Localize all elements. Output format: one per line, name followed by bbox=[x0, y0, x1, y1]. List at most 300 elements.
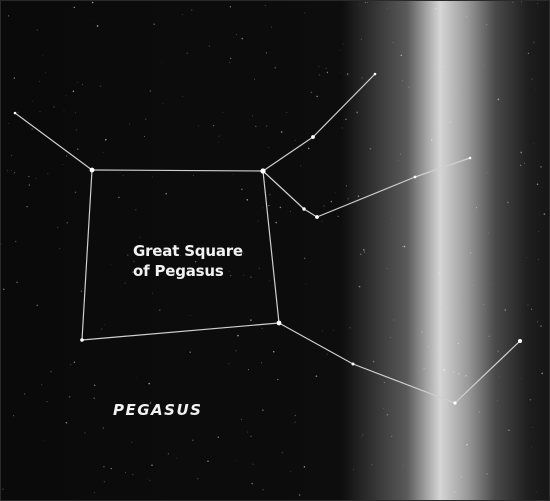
background-star bbox=[294, 415, 296, 417]
star bbox=[352, 363, 355, 366]
background-star bbox=[458, 343, 459, 344]
background-star bbox=[311, 92, 313, 94]
background-star bbox=[487, 172, 488, 173]
background-star bbox=[2, 489, 3, 490]
background-star bbox=[454, 492, 456, 494]
background-star bbox=[94, 385, 96, 387]
background-star bbox=[335, 192, 336, 193]
background-star bbox=[290, 471, 291, 472]
background-star bbox=[505, 309, 507, 311]
background-star bbox=[534, 143, 535, 144]
star-square-se bbox=[277, 321, 282, 326]
background-star bbox=[442, 183, 443, 184]
background-star bbox=[190, 352, 191, 353]
great-square-label-line1: Great Square bbox=[133, 242, 243, 260]
background-star bbox=[465, 375, 466, 376]
background-star bbox=[15, 241, 17, 243]
background-star bbox=[308, 148, 310, 150]
background-star bbox=[390, 337, 391, 338]
background-star bbox=[241, 419, 242, 420]
background-star bbox=[387, 268, 388, 269]
background-star bbox=[472, 403, 473, 404]
background-star bbox=[456, 300, 457, 301]
background-star bbox=[168, 453, 169, 454]
background-star bbox=[165, 193, 167, 195]
background-star bbox=[86, 299, 87, 300]
background-star bbox=[327, 72, 328, 73]
background-star bbox=[319, 74, 320, 75]
background-star bbox=[537, 183, 538, 184]
background-star bbox=[161, 62, 162, 63]
background-star bbox=[322, 221, 323, 222]
background-star bbox=[383, 408, 384, 409]
background-star bbox=[93, 19, 94, 20]
background-star bbox=[237, 335, 239, 337]
background-star bbox=[483, 304, 484, 305]
background-star bbox=[531, 309, 532, 310]
background-star bbox=[387, 414, 389, 416]
background-star bbox=[209, 45, 210, 46]
background-star bbox=[76, 129, 77, 130]
background-star bbox=[229, 62, 230, 63]
background-star bbox=[450, 122, 452, 124]
background-star bbox=[290, 211, 291, 212]
background-star bbox=[280, 207, 282, 209]
background-star bbox=[261, 362, 262, 363]
background-star bbox=[544, 213, 546, 215]
background-star bbox=[499, 377, 500, 378]
background-star bbox=[251, 483, 253, 485]
background-star bbox=[66, 155, 67, 156]
background-star bbox=[17, 112, 19, 114]
background-star bbox=[250, 276, 252, 278]
background-star bbox=[28, 176, 29, 177]
background-star bbox=[105, 139, 107, 141]
background-star bbox=[241, 38, 243, 40]
background-star bbox=[391, 436, 392, 437]
background-star bbox=[363, 249, 365, 251]
background-star bbox=[59, 248, 60, 249]
background-star bbox=[497, 400, 498, 401]
background-star bbox=[359, 286, 361, 288]
background-star bbox=[258, 220, 259, 221]
star bbox=[414, 176, 417, 179]
background-star bbox=[36, 178, 37, 179]
background-star bbox=[304, 257, 306, 259]
background-star bbox=[11, 170, 12, 171]
star bbox=[315, 215, 319, 219]
background-star bbox=[26, 206, 27, 207]
background-star bbox=[94, 398, 95, 399]
background-star bbox=[39, 81, 40, 82]
background-star bbox=[197, 478, 198, 479]
background-star bbox=[150, 90, 152, 92]
background-star bbox=[458, 373, 459, 374]
background-star bbox=[152, 293, 153, 294]
background-star bbox=[423, 368, 424, 369]
background-star bbox=[526, 257, 527, 258]
background-star bbox=[538, 259, 539, 260]
background-star bbox=[359, 5, 360, 6]
background-star bbox=[222, 112, 223, 113]
background-star bbox=[207, 461, 209, 463]
background-star bbox=[340, 72, 341, 73]
background-star bbox=[218, 136, 219, 137]
background-star bbox=[434, 13, 435, 14]
background-star bbox=[66, 95, 67, 96]
background-star bbox=[81, 290, 82, 291]
background-star bbox=[400, 154, 401, 155]
background-star bbox=[497, 350, 499, 352]
background-star bbox=[443, 369, 445, 371]
background-star bbox=[435, 8, 437, 10]
background-star bbox=[365, 2, 366, 3]
background-star bbox=[531, 446, 532, 447]
background-star bbox=[213, 125, 214, 126]
background-star bbox=[470, 252, 472, 254]
background-star bbox=[69, 396, 71, 398]
background-star bbox=[421, 331, 422, 332]
background-star bbox=[266, 126, 267, 127]
background-star bbox=[273, 351, 275, 353]
star bbox=[469, 157, 472, 160]
background-star bbox=[489, 336, 490, 337]
background-star bbox=[431, 140, 432, 141]
background-star bbox=[295, 422, 296, 423]
background-star bbox=[346, 185, 347, 186]
background-star bbox=[103, 152, 104, 153]
background-star bbox=[300, 166, 301, 167]
background-star bbox=[24, 393, 26, 395]
background-star bbox=[340, 50, 341, 51]
background-star bbox=[408, 86, 409, 87]
background-star bbox=[135, 209, 136, 210]
background-star bbox=[447, 307, 448, 308]
background-star bbox=[11, 155, 12, 156]
background-star bbox=[244, 253, 245, 254]
background-star bbox=[342, 44, 343, 45]
background-star bbox=[37, 29, 38, 30]
background-star bbox=[403, 466, 404, 467]
background-star bbox=[324, 206, 325, 207]
background-star bbox=[524, 163, 525, 164]
background-star bbox=[398, 160, 399, 161]
background-star bbox=[401, 54, 403, 56]
background-star bbox=[384, 382, 385, 383]
star bbox=[311, 135, 315, 139]
background-star bbox=[70, 364, 72, 366]
background-star bbox=[16, 282, 17, 283]
background-star bbox=[295, 140, 296, 141]
background-star bbox=[218, 437, 219, 438]
background-star bbox=[434, 69, 435, 70]
background-star bbox=[281, 131, 283, 133]
background-star bbox=[512, 2, 513, 3]
background-star bbox=[92, 2, 94, 4]
background-star bbox=[530, 399, 532, 401]
background-star bbox=[29, 185, 30, 186]
background-star bbox=[437, 346, 438, 347]
background-star bbox=[476, 207, 477, 208]
background-star bbox=[32, 101, 33, 102]
background-star bbox=[236, 34, 237, 35]
background-star bbox=[521, 378, 522, 379]
background-star bbox=[262, 489, 264, 491]
background-star bbox=[104, 324, 105, 325]
background-star bbox=[40, 111, 41, 112]
background-star bbox=[111, 468, 112, 469]
background-star bbox=[252, 115, 253, 116]
background-star bbox=[486, 473, 487, 474]
background-star bbox=[466, 16, 467, 17]
background-star bbox=[176, 458, 177, 459]
background-star bbox=[14, 172, 15, 173]
background-star bbox=[7, 170, 8, 171]
background-star bbox=[77, 82, 78, 83]
background-star bbox=[486, 24, 487, 25]
background-star bbox=[361, 437, 362, 438]
background-star bbox=[252, 464, 253, 465]
background-star bbox=[304, 13, 305, 14]
background-star bbox=[488, 233, 489, 234]
star-square-sw bbox=[80, 338, 84, 342]
background-star bbox=[14, 77, 15, 78]
background-star bbox=[152, 177, 153, 178]
background-star bbox=[540, 166, 542, 168]
background-star bbox=[508, 430, 510, 432]
background-star bbox=[241, 189, 242, 190]
background-star bbox=[498, 99, 500, 101]
background-star bbox=[104, 481, 105, 482]
background-star bbox=[271, 27, 272, 28]
background-star bbox=[101, 329, 102, 330]
background-star bbox=[269, 280, 270, 281]
background-star bbox=[45, 72, 46, 73]
background-star bbox=[528, 53, 529, 54]
background-star bbox=[66, 222, 68, 224]
background-star bbox=[322, 330, 323, 331]
star bbox=[453, 401, 456, 404]
background-star bbox=[318, 66, 319, 67]
background-star bbox=[62, 164, 63, 165]
background-star bbox=[192, 440, 194, 442]
background-star bbox=[533, 42, 535, 44]
star-square-ne bbox=[260, 168, 265, 173]
background-star bbox=[466, 444, 468, 446]
background-star bbox=[75, 192, 77, 194]
background-star bbox=[230, 6, 231, 7]
background-star bbox=[262, 409, 263, 410]
background-star bbox=[538, 231, 539, 232]
background-star bbox=[428, 346, 429, 347]
background-star bbox=[193, 175, 194, 176]
background-star bbox=[1, 244, 2, 245]
background-star bbox=[373, 361, 375, 363]
background-star bbox=[275, 222, 277, 224]
background-star bbox=[361, 77, 362, 78]
background-star bbox=[248, 369, 249, 370]
star bbox=[374, 73, 377, 76]
background-star bbox=[263, 208, 264, 209]
background-star bbox=[455, 89, 456, 90]
background-star bbox=[236, 460, 237, 461]
background-star bbox=[362, 434, 363, 435]
background-star bbox=[371, 464, 372, 465]
background-star bbox=[507, 202, 509, 204]
background-star bbox=[250, 319, 252, 321]
background-star bbox=[333, 330, 334, 331]
background-star bbox=[347, 198, 349, 200]
background-star bbox=[491, 284, 492, 285]
background-star bbox=[342, 127, 343, 128]
background-star bbox=[360, 253, 362, 255]
background-star bbox=[304, 466, 305, 467]
background-star bbox=[536, 491, 537, 492]
background-star bbox=[144, 136, 145, 137]
background-star bbox=[402, 246, 403, 247]
background-star bbox=[282, 452, 284, 454]
background-star bbox=[163, 103, 164, 104]
background-star bbox=[356, 112, 358, 114]
background-star bbox=[198, 126, 199, 127]
background-star bbox=[84, 432, 85, 433]
background-star bbox=[528, 305, 529, 306]
background-star bbox=[250, 436, 251, 437]
background-star bbox=[483, 65, 484, 66]
star bbox=[518, 339, 522, 343]
great-square-label-line2: of Pegasus bbox=[133, 262, 224, 280]
background-star bbox=[235, 350, 237, 352]
background-star bbox=[268, 147, 269, 148]
background-star bbox=[327, 354, 328, 355]
background-star bbox=[316, 375, 318, 377]
background-star bbox=[31, 129, 32, 130]
background-star bbox=[461, 476, 462, 477]
background-star bbox=[182, 96, 183, 97]
background-star bbox=[97, 25, 99, 27]
background-star bbox=[136, 377, 137, 378]
background-star bbox=[118, 197, 119, 198]
background-star bbox=[286, 112, 287, 113]
background-star bbox=[219, 142, 220, 143]
background-star bbox=[254, 79, 255, 80]
background-star bbox=[145, 118, 147, 120]
background-star bbox=[228, 363, 229, 364]
background-star bbox=[387, 8, 388, 9]
constellation-name: PEGASUS bbox=[113, 401, 203, 419]
background-star bbox=[123, 175, 124, 176]
background-star bbox=[131, 442, 132, 443]
background-star bbox=[437, 368, 438, 369]
background-star bbox=[265, 5, 266, 6]
background-star bbox=[64, 111, 65, 112]
background-star bbox=[110, 264, 111, 265]
background-star bbox=[153, 23, 155, 25]
background-star bbox=[255, 126, 257, 128]
background-star bbox=[438, 273, 440, 275]
background-star bbox=[370, 148, 372, 150]
background-star bbox=[8, 15, 9, 16]
background-star bbox=[162, 499, 163, 500]
background-star bbox=[299, 494, 300, 495]
background-star bbox=[190, 315, 191, 316]
background-star bbox=[326, 68, 327, 69]
background-star bbox=[50, 371, 52, 373]
background-star bbox=[268, 205, 269, 206]
background-star bbox=[77, 149, 78, 150]
background-star bbox=[247, 199, 249, 201]
background-star bbox=[367, 2, 368, 3]
background-star bbox=[151, 465, 152, 466]
background-star bbox=[147, 478, 148, 479]
background-star bbox=[94, 492, 95, 493]
background-star bbox=[43, 440, 44, 441]
background-star bbox=[103, 466, 104, 467]
background-star bbox=[48, 173, 49, 174]
background-star bbox=[132, 474, 133, 475]
background-star bbox=[521, 1, 522, 2]
great-square-label bbox=[133, 241, 243, 281]
background-star bbox=[53, 106, 55, 108]
background-star bbox=[129, 123, 130, 124]
background-star bbox=[266, 52, 267, 53]
background-star bbox=[233, 174, 234, 175]
background-star bbox=[127, 254, 129, 256]
background-star bbox=[8, 123, 9, 124]
background-star bbox=[230, 58, 231, 59]
background-star bbox=[259, 268, 260, 269]
background-star bbox=[66, 422, 68, 424]
background-star bbox=[537, 321, 538, 322]
background-star bbox=[520, 152, 522, 154]
background-star bbox=[125, 283, 126, 284]
star bbox=[302, 207, 305, 210]
background-star bbox=[393, 320, 394, 321]
background-star bbox=[82, 84, 83, 85]
background-star bbox=[46, 401, 47, 402]
background-star bbox=[243, 275, 244, 276]
background-star bbox=[535, 89, 536, 90]
background-star bbox=[520, 165, 521, 166]
background-star bbox=[358, 196, 360, 198]
background-star bbox=[347, 73, 349, 75]
background-star bbox=[159, 309, 160, 310]
background-star bbox=[274, 67, 276, 69]
background-star bbox=[537, 3, 538, 4]
background-star bbox=[361, 39, 362, 40]
background-star bbox=[453, 371, 454, 372]
background-star bbox=[473, 285, 474, 286]
background-star bbox=[479, 411, 480, 412]
background-star bbox=[187, 53, 188, 54]
background-star bbox=[100, 85, 102, 87]
background-star bbox=[440, 206, 441, 207]
background-star bbox=[262, 328, 263, 329]
background-star bbox=[182, 14, 183, 15]
background-star bbox=[57, 227, 59, 229]
background-star bbox=[103, 427, 104, 428]
background-star bbox=[532, 427, 533, 428]
background-star bbox=[402, 81, 403, 82]
background-star bbox=[41, 384, 42, 385]
background-star bbox=[393, 42, 394, 43]
background-star bbox=[73, 91, 75, 93]
background-star bbox=[36, 304, 38, 306]
background-star bbox=[75, 112, 76, 113]
background-star bbox=[540, 325, 541, 326]
background-star bbox=[316, 96, 317, 97]
background-star bbox=[191, 10, 192, 11]
